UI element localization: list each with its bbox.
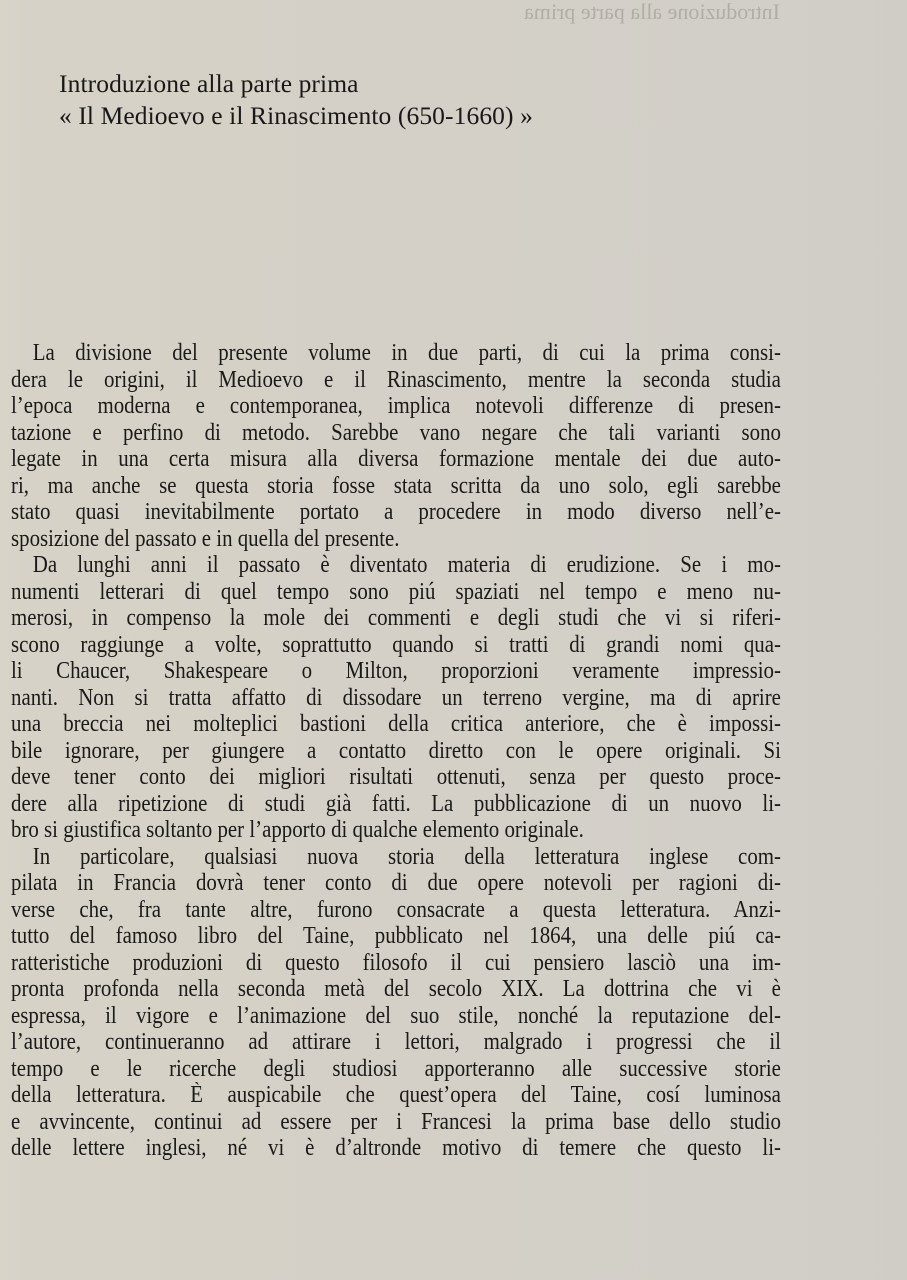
text-line: tempo e le ricerche degli studiosi apporteranno alle successive storie [11,1055,781,1082]
heading-line-2: « Il Medioevo e il Rinascimento (650-1660) » [59,101,533,130]
text-line: della letteratura. È auspicabile che quest’opera del Taine, cosí luminosa [11,1082,781,1108]
text-line: delle lettere inglesi, né vi è d’altronde motivo di temere che questo li- [11,1135,781,1161]
text-line: pilata in Francia dovrà tener conto di due opere notevoli per ragioni di- [11,870,781,896]
text-line: una breccia nei molteplici bastioni della critica anteriore, che è impossi- [11,711,781,737]
text-line: espressa, il vigore e l’animazione del suo stile, nonché la reputazione del- [11,1002,781,1029]
heading-line-1: Introduzione alla parte prima [59,69,359,98]
text-line: sposizione del passato e in quella del presente. [11,525,400,552]
text-line: nanti. Non si tratta affatto di dissodare un terreno vergine, ma di aprire [11,684,781,711]
text-line: La divisione del presente volume in due parti, di cui la prima consi- [32,340,781,366]
paragraph-3 [11,844,781,1162]
text-line: bro si giustifica soltanto per l’apporto di qualche elemento originale. [11,817,584,843]
text-line: ri, ma anche se questa storia fosse stata scritta da uno solo, egli sarebbe [11,472,781,499]
text-line: dera le origini, il Medioevo e il Rinascimento, mentre la seconda studia [11,366,781,393]
text-line: dere alla ripetizione di studi già fatti. La pubblicazione di un nuovo li- [11,790,781,817]
text-line: In particolare, qualsiasi nuova storia della letteratura inglese com- [32,843,781,870]
text-line: verse che, fra tante altre, furono consacrate a questa letteratura. Anzi- [11,896,781,923]
text-line: tutto del famoso libro del Taine, pubblicato nel 1864, una delle piú ca- [11,923,781,949]
text-line: stato quasi inevitabilmente portato a procedere in modo diverso nell’e- [11,499,781,525]
show-through-text [520,0,780,340]
text-line: li Chaucer, Shakespeare o Milton, proporzioni veramente impressio- [11,658,781,684]
section-heading [59,68,533,132]
text-line: deve tener conto dei migliori risultati ottenuti, senza per questo proce- [11,764,781,790]
body-text [11,340,781,1162]
paragraph-2 [11,552,781,844]
text-line: e avvincente, continui ad essere per i Francesi la prima base dello studio [11,1108,781,1135]
text-line: l’epoca moderna e contemporanea, implica notevoli differenze di presen- [11,393,781,419]
text-line: merosi, in compenso la mole dei commenti e degli studi che vi si riferi- [11,605,781,631]
text-line: numenti letterari di quel tempo sono piú spaziati nel tempo e meno nu- [11,578,781,605]
paragraph-1 [11,340,781,552]
text-line: ratteristiche produzioni di questo filosofo il cui pensiero lasciò una im- [11,949,781,976]
text-line: tazione e perfino di metodo. Sarebbe vano negare che tali varianti sono [11,419,781,446]
bleed-running-head: Introduzione alla parte prima [524,0,780,24]
text-line: l’autore, continueranno ad attirare i lettori, malgrado i progressi che il [11,1029,781,1055]
text-line: Da lunghi anni il passato è diventato materia di erudizione. Se i mo- [32,552,781,578]
text-line: scono raggiunge a volte, soprattutto quando si tratti di grandi nomi qua- [11,631,781,658]
text-line: pronta profonda nella seconda metà del secolo XIX. La dottrina che vi è [11,976,781,1002]
text-line: legate in una certa misura alla diversa formazione mentale dei due auto- [11,446,781,472]
text-line: bile ignorare, per giungere a contatto diretto con le opere originali. Si [11,737,781,764]
